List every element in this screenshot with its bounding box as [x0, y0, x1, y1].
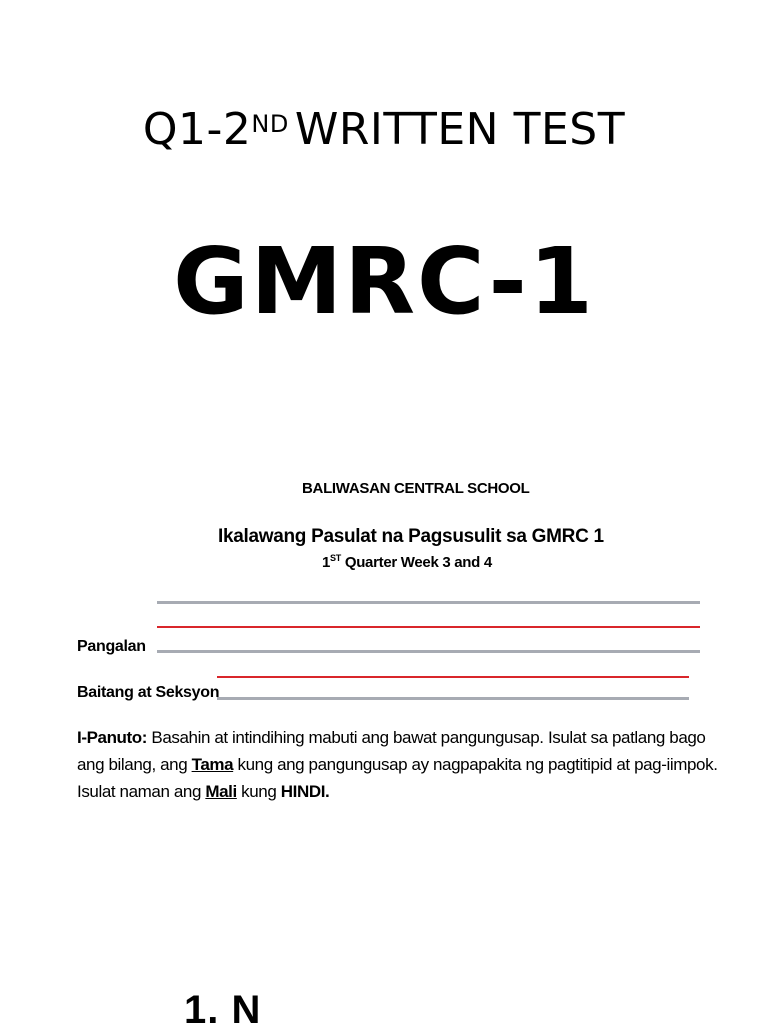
quarter-rest: Quarter Week 3 and 4 — [340, 554, 492, 571]
quarter-superscript: ST — [330, 553, 341, 563]
quarter-line — [322, 554, 492, 571]
name-red-line — [157, 626, 700, 628]
top-divider-rule — [157, 601, 700, 604]
instructions-line-3: Isulat naman ang Mali kung HINDI. — [77, 782, 330, 801]
grade-section-red-line — [217, 676, 689, 678]
cutoff-next-question-text: 1. N — [184, 990, 262, 1030]
grade-section-label: Baitang at Seksyon — [77, 684, 220, 701]
cover-title — [0, 104, 768, 155]
instructions-line-1: I-Panuto: Basahin at intindihing mabuti ang bawat pangungusap. Isulat sa patlang bago — [77, 728, 706, 747]
instructions-label: I-Panuto: — [77, 728, 148, 747]
quarter-number: 1 — [322, 554, 331, 571]
school-name: BALIWASAN CENTRAL SCHOOL — [302, 480, 530, 497]
name-field-line[interactable] — [157, 650, 700, 653]
test-title: Ikalawang Pasulat na Pagsusulit sa GMRC 1 — [218, 526, 604, 547]
hindi-word: HINDI. — [280, 782, 330, 801]
name-label: Pangalan — [77, 638, 146, 655]
cutoff-next-question — [184, 990, 724, 1030]
instructions — [77, 724, 757, 805]
grade-section-field-line[interactable] — [217, 697, 689, 700]
subject-title: GMRC-1 — [173, 228, 595, 335]
cover-title-superscript: ND — [251, 110, 289, 138]
instructions-line-2: ang bilang, ang Tama kung ang pangungusap ay nagpapakita ng pagtitipid at pag-iimpok. — [77, 755, 718, 774]
cover-title-suffix: WRITTEN TEST — [294, 104, 626, 155]
true-word: Tama — [191, 755, 234, 774]
cover-title-prefix: Q1-2 — [142, 104, 252, 155]
false-word: Mali — [205, 782, 237, 801]
